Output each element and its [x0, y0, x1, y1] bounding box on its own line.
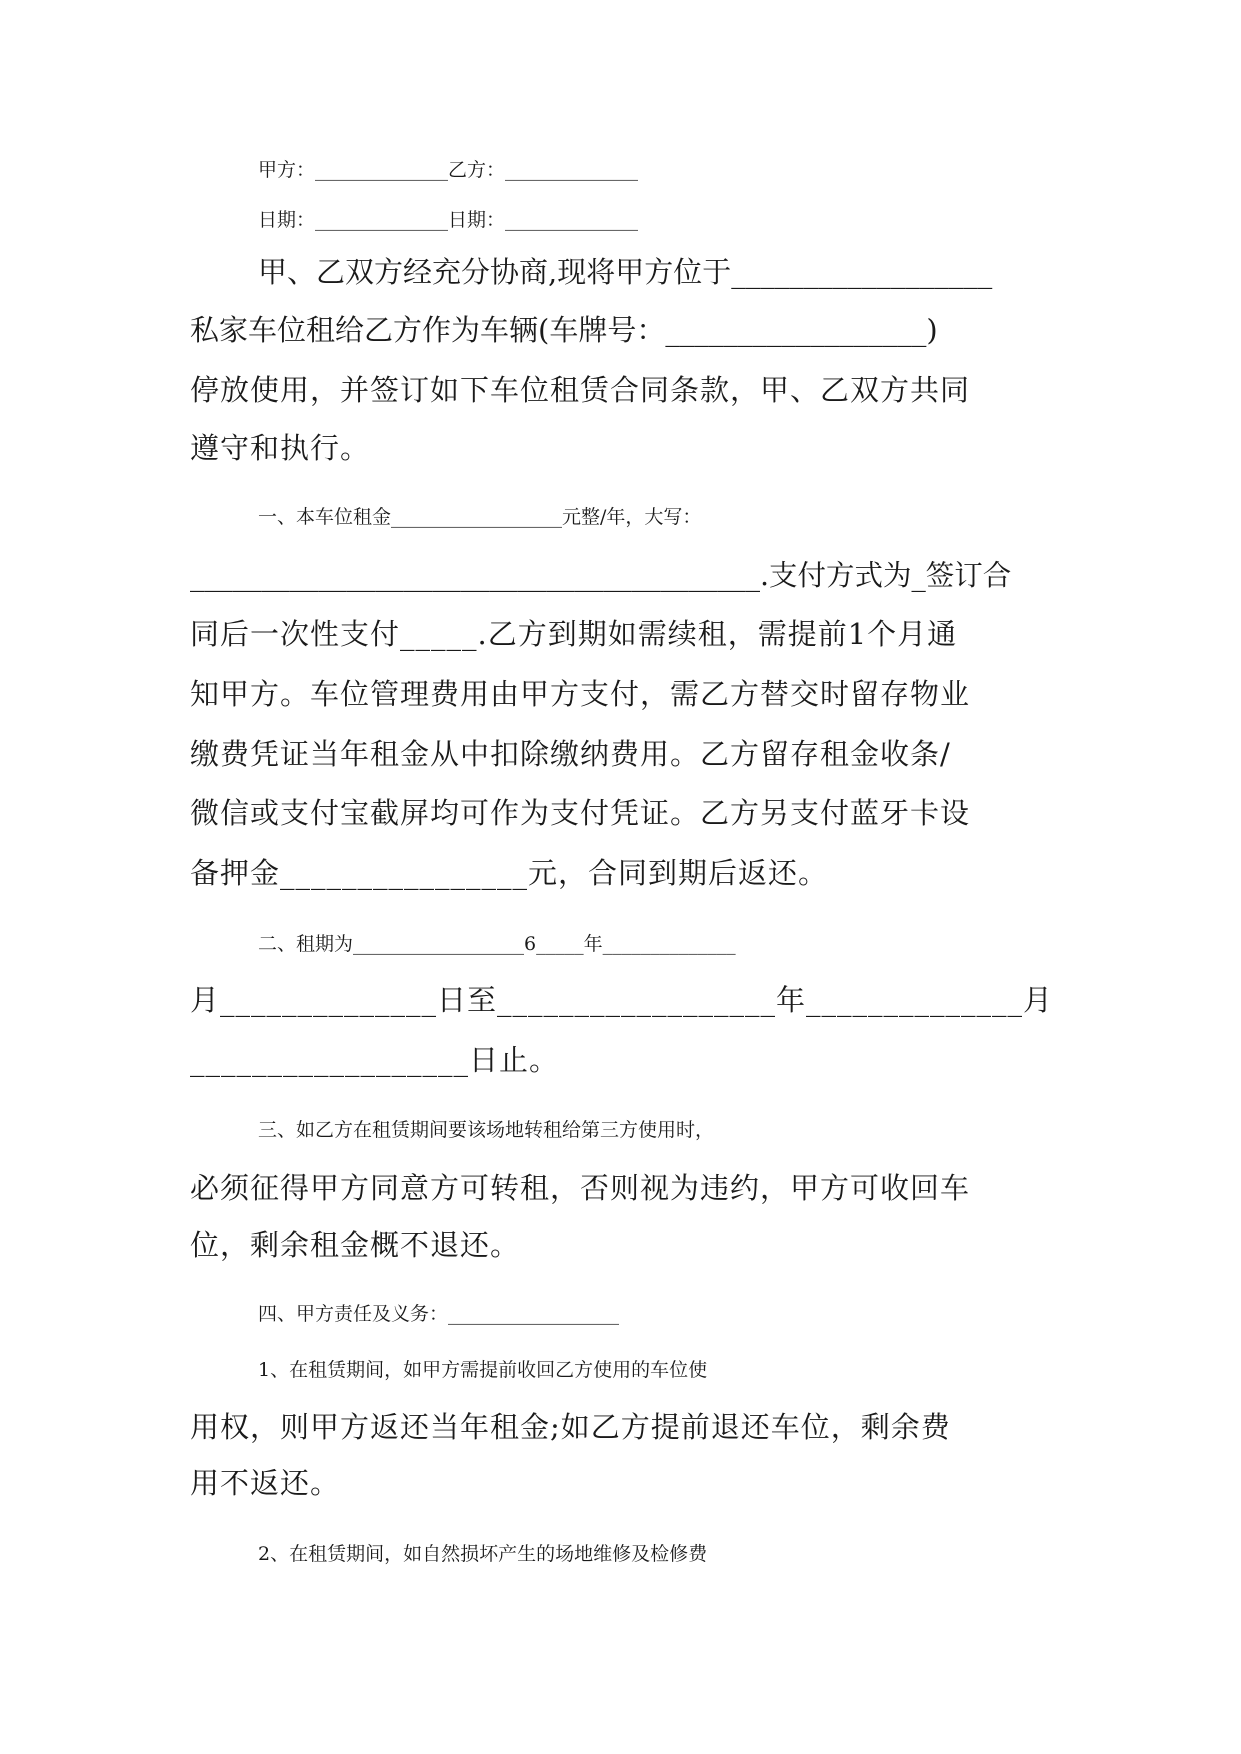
preamble-line-3: 停放使用，并签订如下车位租赁合同条款，甲、乙双方共同 [190, 373, 971, 407]
preamble-line-4: 遵守和执行。 [190, 431, 371, 465]
clause-4-heading-line: 四、甲方责任及义务：__________________ [258, 1303, 620, 1325]
clause-1-line-3: 同后一次性支付_____.乙方到期如需续租，需提前1个月通 [190, 617, 958, 651]
clause-3-line-2: 必须征得甲方同意方可转租，否则视为违约，甲方可收回车 [190, 1171, 971, 1205]
clause-2-heading-line: 二、租期为__________________6_____年______________ [258, 933, 736, 955]
preamble-text-2: 私家车位租给乙方作为车辆(车牌号：__________________) [190, 313, 938, 347]
clause-4-item-1-line-2: 用权，则甲方返还当年租金;如乙方提前退还车位，剩余费 [190, 1410, 951, 1444]
clause-4-item-1-line-3: 用不返还。 [190, 1466, 341, 1500]
clause-1-line-5: 缴费凭证当年租金从中扣除缴纳费用。乙方留存租金收条/ [190, 737, 951, 771]
party-names-line: 甲方：______________乙方：______________ [258, 159, 639, 181]
clause-2-line-2: 月______________日至__________________年______________月 [190, 983, 1054, 1017]
preamble-line-2 [190, 310, 1050, 350]
clause-1-line-2: ________________________________________.支付方式为_签订合 [190, 559, 1012, 592]
clause-1-line-4: 知甲方。车位管理费用由甲方支付，需乙方替交时留存物业 [190, 677, 971, 711]
clause-3-heading-line: 三、如乙方在租赁期间要该场地转租给第三方使用时， [258, 1119, 715, 1141]
clause-1-line-7: 备押金________________元，合同到期后返还。 [190, 856, 829, 890]
preamble-text-1: 甲、乙双方经充分协商,现将甲方位于__________________ [258, 255, 993, 289]
clause-1-line-6: 微信或支付宝截屏均可作为支付凭证。乙方另支付蓝牙卡设 [190, 796, 971, 830]
clause-1-heading-line: 一、本车位租金__________________元整/年，大写： [258, 506, 702, 528]
clause-2-line-3: __________________日止。 [190, 1043, 560, 1077]
preamble-line-1 [258, 252, 1053, 292]
clause-3-line-3: 位，剩余租金概不退还。 [190, 1228, 521, 1262]
clause-4-item-1-line-1: 1、在租赁期间，如甲方需提前收回乙方使用的车位使 [258, 1359, 708, 1381]
clause-4-item-2-line-1: 2、在租赁期间，如自然损坏产生的场地维修及检修费 [258, 1543, 708, 1565]
signing-dates-line: 日期：______________日期：______________ [258, 209, 639, 231]
